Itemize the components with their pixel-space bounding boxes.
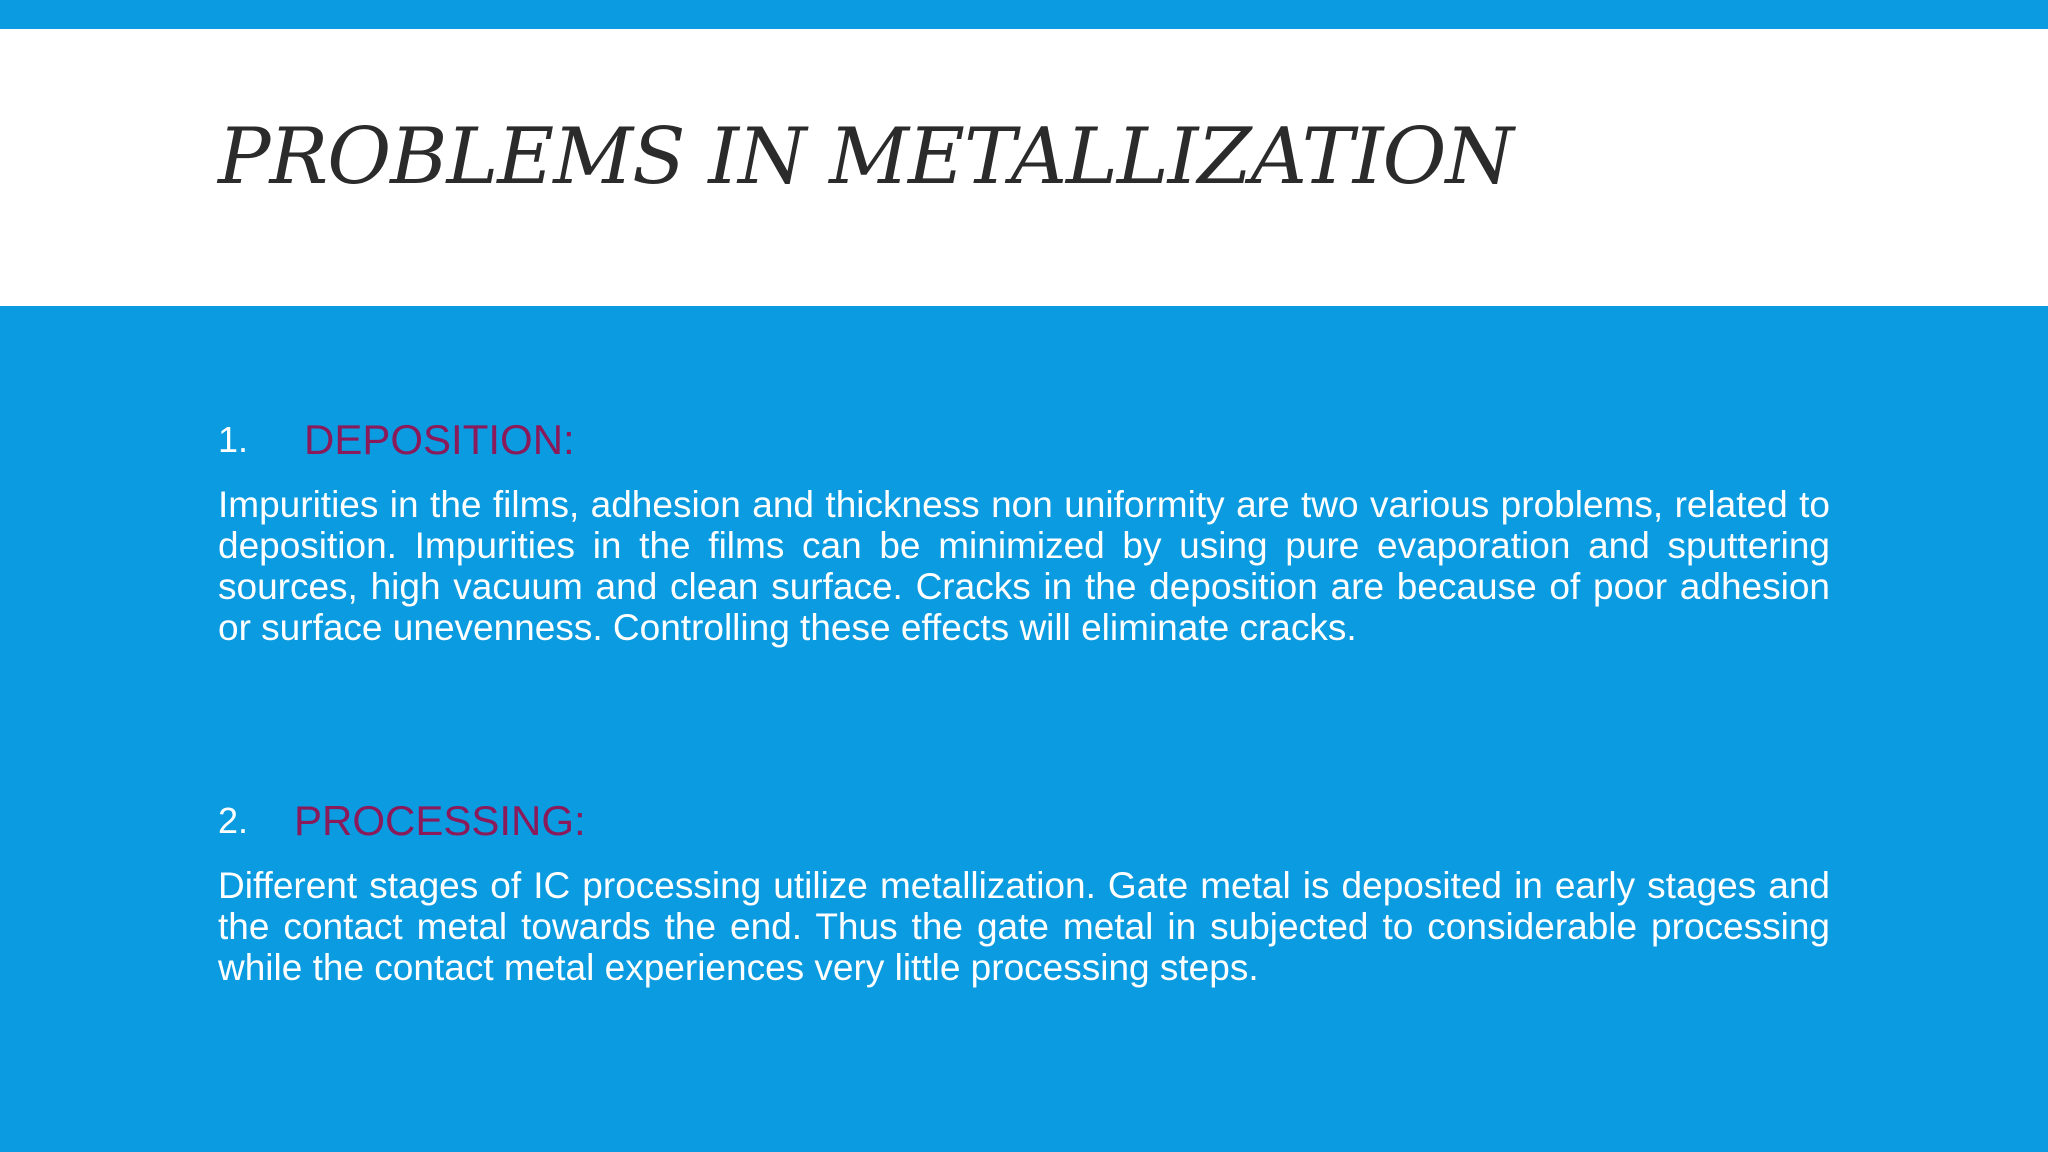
section-body: Impurities in the films, adhesion and thickness non uniformity are two various problems, related to deposition. Impurities in the films can be minimized by using pure evaporation and sputtering sources, high vacuum and clean surface. Cracks in the deposition are because of poor adhesion or surface unevenness. Controlling these effects will eliminate cracks. — [218, 484, 1830, 648]
section-heading — [218, 412, 1830, 468]
slide-title: PROBLEMS IN METALLIZATION — [218, 112, 1513, 202]
section-heading — [218, 793, 1830, 849]
section-number: 2. — [218, 800, 249, 841]
section-number: 1. — [218, 419, 249, 460]
section-deposition — [218, 412, 1830, 648]
section-body: Different stages of IC processing utilize metallization. Gate metal is deposited in early stages and the contact metal towards the end. Thus the gate metal in subjected to considerable processing while the contact metal experiences very little processing steps. — [218, 865, 1830, 988]
section-heading-text: DEPOSITION: — [304, 416, 575, 463]
top-accent-strip — [0, 0, 2048, 29]
section-processing — [218, 793, 1830, 988]
section-heading-text: PROCESSING: — [294, 797, 586, 844]
